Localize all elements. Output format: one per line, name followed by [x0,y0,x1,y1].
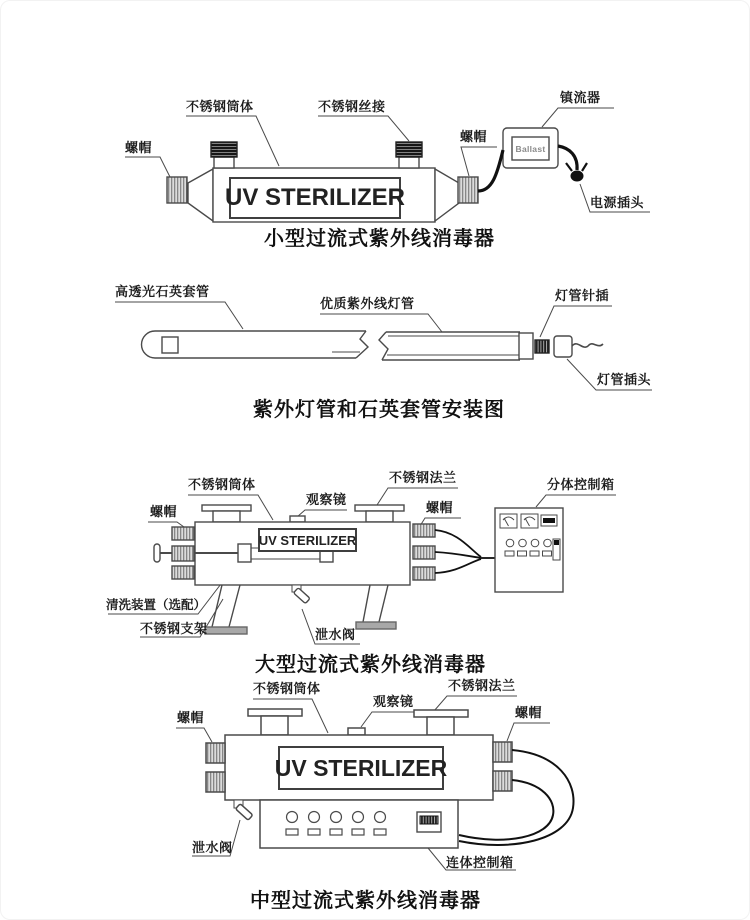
leader-lamp-pin [540,306,612,337]
label-nut-left-medium: 螺帽 [177,710,205,725]
nut-left-2 [206,772,225,792]
flange-right [355,505,404,511]
nut-right-2 [493,771,512,791]
label-wire-joint: 不锈钢丝接 [318,99,386,114]
nut-left-1 [206,743,225,763]
power-plug [571,171,584,182]
label-nut-right: 螺帽 [460,129,488,144]
flange-left [202,505,251,511]
label-lamp-pin: 灯管针插 [555,288,610,303]
lamp-pins [535,340,549,353]
plug-wire [572,344,603,347]
label-bracket: 不锈钢支架 [140,621,208,636]
nut-left-1 [172,527,194,540]
label-nut-left: 螺帽 [125,140,153,155]
leader-wire-joint [318,116,409,141]
leader-ballast [542,108,614,127]
uv-lamp-tube [379,332,603,360]
uv-sterilizer-nameplate-large: UV STERILIZER [258,528,357,552]
leader-nut-left [176,728,212,742]
label-drain-valve-large: 泄水阀 [315,627,356,642]
nut-right [458,177,478,203]
label-lamp-plug: 灯管插头 [597,372,652,387]
lamp-plug [554,336,572,357]
flange-left [248,709,302,716]
quartz-sleeve [142,331,369,358]
caption-small-sterilizer: 小型过流式紫外线消毒器 [264,228,495,250]
label-steel-body: 不锈钢筒体 [186,99,254,114]
caption-lamp-install: 紫外灯管和石英套管安装图 [253,399,505,421]
label-cleaning-device: 清洗装置（选配） [106,598,207,612]
sight-glass [348,728,365,735]
label-uv-lamp: 优质紫外线灯管 [320,296,415,311]
uv-sterilizer-nameplate-medium: UV STERILIZER [278,746,444,790]
leader-uv-lamp [320,314,442,332]
left-taper [188,169,213,221]
drain-valve [292,585,310,604]
flange-right-stem [427,717,454,735]
flange-left-stem [213,511,240,522]
fitting-cap-right [396,142,422,157]
lamp-sleeve-drawing [115,302,652,390]
label-steel-body-medium: 不锈钢筒体 [253,681,321,696]
leader-control-box [536,495,616,507]
label-steel-body-large: 不锈钢筒体 [188,477,256,492]
drain-valve [234,800,253,820]
label-nut-right-large: 螺帽 [426,500,454,515]
nut-left [167,177,187,203]
cable-nut-to-ballast [478,150,503,191]
label-split-control-box: 分体控制箱 [547,477,615,492]
label-flange-large: 不锈钢法兰 [389,470,457,485]
sight-glass [290,516,305,522]
label-nut-left-large: 螺帽 [150,504,178,519]
flange-left-stem [261,716,288,735]
leader-nut-right [461,147,497,176]
leader-flange [434,696,517,711]
uv-sterilizer-nameplate-small: UV STERILIZER [229,177,401,219]
leader-quartz [115,302,243,329]
nut-right-3 [413,567,435,580]
nut-right-1 [413,524,435,537]
nut-left-3 [172,566,194,579]
split-control-box [495,508,563,592]
label-sight-glass-medium: 观察镜 [373,694,414,709]
label-sight-glass-large: 观察镜 [306,492,347,507]
label-nut-right-medium: 螺帽 [515,705,543,720]
integrated-control-box [260,800,458,848]
lamp-end-cap [519,333,533,359]
fitting-stem-left [214,157,234,168]
label-integrated-control-box: 连体控制箱 [446,855,514,870]
nut-right-1 [493,742,512,762]
label-ballast: 镇流器 [560,90,601,105]
ballast-nameplate: Ballast [515,143,546,154]
fitting-cap-left [211,142,237,157]
leader-nut-left [125,157,170,177]
nut-left-2 [172,546,194,561]
label-flange-medium: 不锈钢法兰 [448,678,516,693]
leader-nut-left [148,522,184,527]
right-taper [435,169,459,221]
flange-right-stem [366,511,393,522]
label-power-plug: 电源插头 [590,195,645,210]
caption-medium-sterilizer: 中型过流式紫外线消毒器 [250,890,481,912]
flange-right [414,710,468,717]
caption-large-sterilizer: 大型过流式紫外线消毒器 [255,654,486,676]
label-quartz-sleeve: 高透光石英套管 [115,284,210,299]
label-drain-valve-medium: 泄水阀 [192,840,233,855]
leader-nut-right [507,723,550,741]
nut-right-2 [413,546,435,559]
fitting-stem-right [399,157,419,168]
leader-sight-glass [361,712,414,727]
control-cables [435,530,495,573]
